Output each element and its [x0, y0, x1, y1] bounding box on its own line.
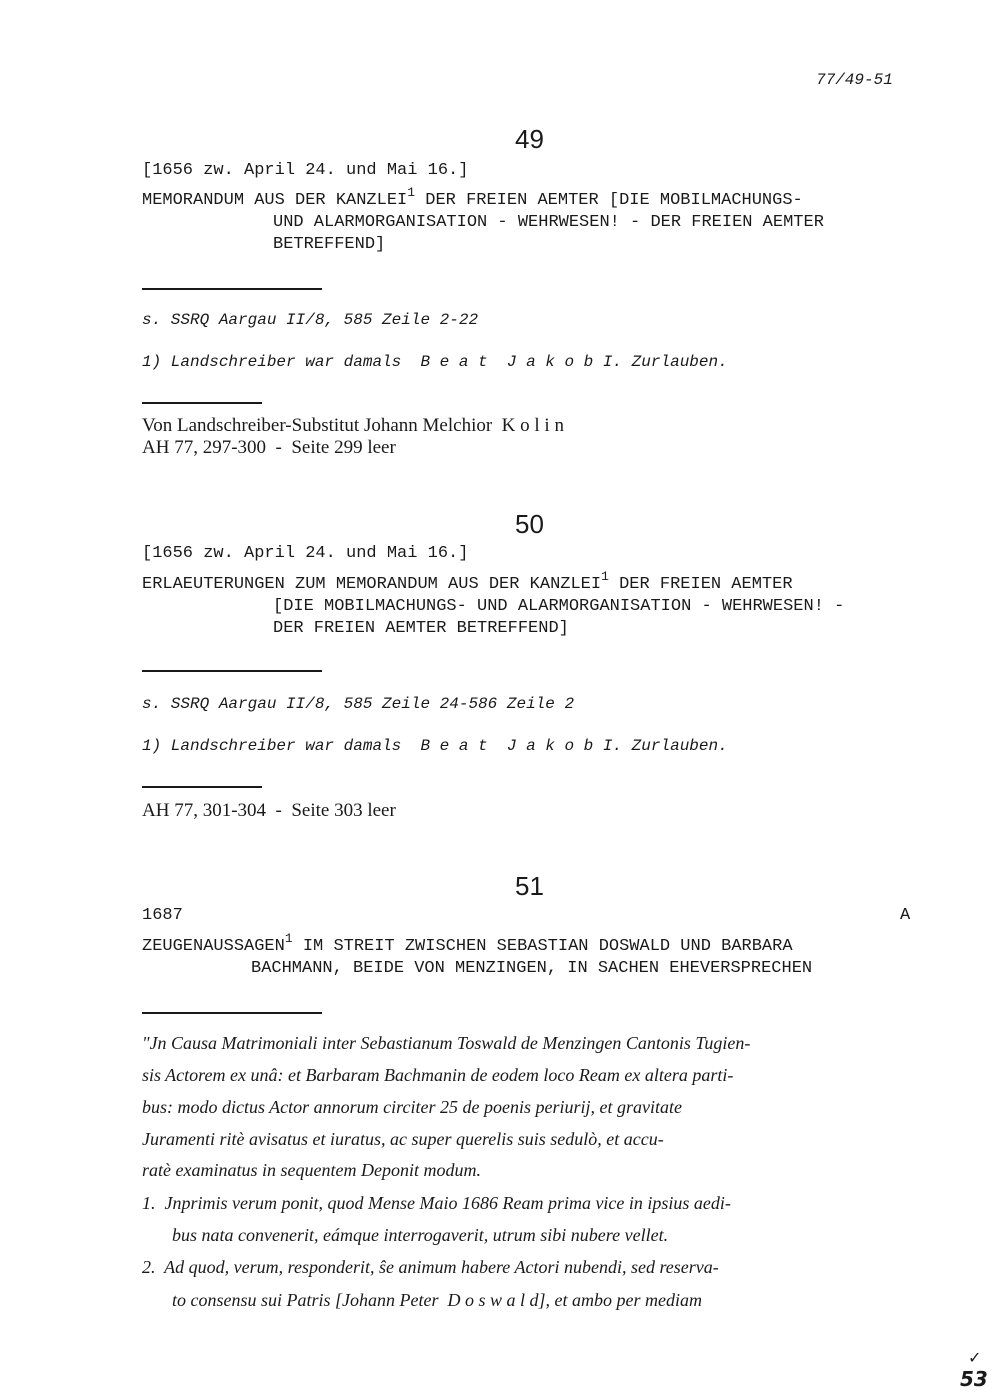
- source-reference: s. SSRQ Aargau II/8, 585 Zeile 2-22: [142, 311, 479, 329]
- entry-date: [1656 zw. April 24. und Mai 16.]: [142, 544, 469, 563]
- folio-number: 53: [960, 1367, 988, 1391]
- entry-date: [1656 zw. April 24. und Mai 16.]: [142, 161, 469, 180]
- body-text-line: sis Actorem ex unâ: et Barbaram Bachmanin de eodem loco Ream ex altera parti-: [142, 1065, 734, 1085]
- body-text-line: bus nata convenerit, eámque interrogaverit, utrum sibi nubere vellet.: [172, 1225, 669, 1245]
- entry-marker: A: [900, 906, 911, 925]
- body-text-line: "Jn Causa Matrimoniali inter Sebastianum Toswald de Menzingen Cantonis Tugien-: [142, 1033, 751, 1053]
- footnote-mark: 1: [407, 185, 416, 200]
- footnote: 1) Landschreiber war damals B e a t J a k o b I. Zurlauben.: [142, 737, 728, 755]
- title-text: ZEUGENAUSSAGEN: [142, 937, 285, 956]
- entry-title-line: [142, 185, 803, 210]
- entry-date: 1687: [142, 906, 183, 925]
- scribe-line: Von Landschreiber-Substitut Johann Melchior K o l i n: [142, 415, 564, 436]
- body-text-line: bus: modo dictus Actor annorum circiter 25 de poenis periurij, et gravitate: [142, 1097, 682, 1117]
- separator-rule: [142, 1012, 322, 1014]
- entry-number: 50: [515, 509, 544, 539]
- title-text: DER FREIEN AEMTER [DIE MOBILMACHUNGS-: [425, 191, 803, 210]
- archive-reference: AH 77, 297-300 - Seite 299 leer: [142, 437, 396, 458]
- separator-rule: [142, 670, 322, 672]
- title-text: DER FREIEN AEMTER: [619, 575, 793, 594]
- entry-title-line: DER FREIEN AEMTER BETREFFEND]: [273, 619, 569, 638]
- page-reference: 77/49-51: [816, 71, 893, 89]
- separator-rule: [142, 786, 262, 788]
- separator-rule: [142, 402, 262, 404]
- source-reference: s. SSRQ Aargau II/8, 585 Zeile 24-586 Zeile 2: [142, 695, 575, 713]
- archive-reference: AH 77, 301-304 - Seite 303 leer: [142, 800, 396, 821]
- check-mark: ✓: [968, 1348, 982, 1367]
- body-text-line: 2. Ad quod, verum, responderit, ŝe animum habere Actori nubendi, sed reserva-: [142, 1257, 719, 1277]
- entry-number: 49: [515, 124, 544, 154]
- footnote-mark: 1: [601, 569, 609, 584]
- entry-title-line: [142, 931, 793, 956]
- separator-rule: [142, 288, 322, 290]
- footnote-mark: 1: [284, 931, 293, 946]
- title-text: IM STREIT ZWISCHEN SEBASTIAN DOSWALD UND BARBARA: [302, 937, 793, 956]
- entry-title-line: UND ALARMORGANISATION - WEHRWESEN! - DER FREIEN AEMTER: [273, 213, 824, 232]
- body-text-line: 1. Jnprimis verum ponit, quod Mense Maio 1686 Ream prima vice in ipsius aedi-: [142, 1193, 731, 1213]
- body-text-line: Juramenti ritè avisatus et iuratus, ac super querelis suis sedulò, et accu-: [142, 1129, 664, 1149]
- entry-title-line: BACHMANN, BEIDE VON MENZINGEN, IN SACHEN EHEVERSPRECHEN: [251, 959, 813, 978]
- title-text: ERLAEUTERUNGEN ZUM MEMORANDUM AUS DER KANZLEI: [142, 575, 602, 594]
- entry-number: 51: [515, 871, 544, 901]
- body-text-line: ratè examinatus in sequentem Deponit modum.: [142, 1160, 481, 1180]
- entry-title-line: BETREFFEND]: [273, 235, 386, 254]
- body-text-line: to consensu sui Patris [Johann Peter D o s w a l d], et ambo per mediam: [172, 1290, 702, 1310]
- footnote: 1) Landschreiber war damals B e a t J a k o b I. Zurlauben.: [142, 353, 728, 371]
- title-text: MEMORANDUM AUS DER KANZLEI: [142, 191, 408, 210]
- entry-title-line: [DIE MOBILMACHUNGS- UND ALARMORGANISATION - WEHRWESEN! -: [273, 597, 845, 616]
- entry-title-line: [142, 569, 793, 594]
